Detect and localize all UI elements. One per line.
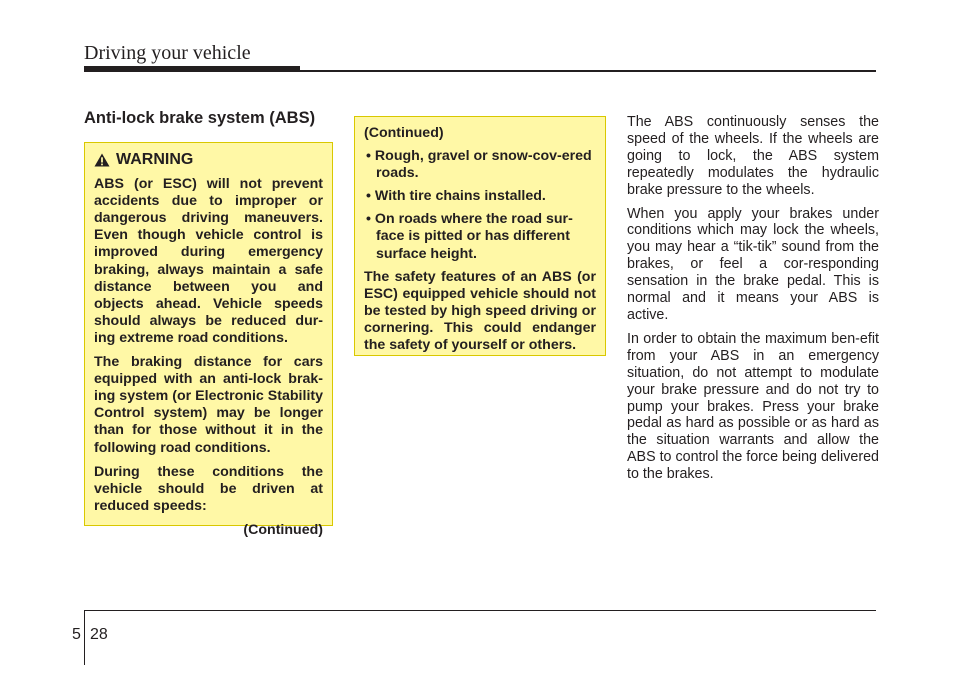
body-paragraph: The ABS continuously senses the speed of the wheels. If the wheels are going to lock, the ABS system repeatedly modulates the hydraulic brake pressure to the wheels. — [627, 114, 879, 198]
header-title: Driving your vehicle — [84, 42, 251, 64]
footer-rule — [84, 610, 876, 611]
page-number: 28 — [90, 626, 108, 643]
body-paragraph: When you apply your brakes under conditions which may lock the wheels, you may hear a “tik-tik” sound from the brakes, or feel a cor-responding sensation in the brake pedal. This is normal and it means your ABS is active. — [627, 205, 879, 323]
bullet-text: With tire chains installed. — [374, 188, 546, 205]
bullet-item: • On roads where the road sur-face is pitted or has different surface height. — [366, 211, 573, 262]
footer-divider — [84, 610, 85, 665]
warning-heading-label: WARNING — [116, 151, 194, 168]
chapter-number: 5 — [72, 626, 81, 643]
bullet-text: On roads where the road sur-face is pitted or has different surface height. — [374, 211, 573, 262]
warning-paragraph: The braking distance for cars equipped with an anti-lock brak-ing system (or Electronic Stability Control system) may be longer than for those without it in the following road conditions. — [94, 354, 323, 456]
warning-box — [84, 142, 333, 538]
section-title: Anti-lock brake system (ABS) — [84, 109, 316, 127]
warning-box-continued — [354, 116, 606, 356]
warning-heading — [94, 151, 323, 168]
warning-paragraph: During these conditions the vehicle should be driven at reduced speeds: — [94, 463, 323, 514]
warning-triangle-icon — [94, 153, 110, 167]
bullet-text: Rough, gravel or snow-cov-ered roads. — [374, 148, 592, 182]
warning-paragraph: ABS (or ESC) will not prevent accidents due to improper or dangerous driving maneuvers. Even though vehicle control is improved during emergency braking, always maintain a safe distance between you and objects ahead. Vehicle speeds should always be reduced dur-ing extreme road conditions. — [94, 176, 323, 346]
continued-label: (Continued) — [364, 125, 444, 141]
warning-paragraph: The safety features of an ABS (or ESC) equipped vehicle should not be tested by high speed driving or cornering. This could endanger the safety of yourself or others. — [364, 268, 596, 354]
body-paragraph: In order to obtain the maximum ben-efit from your ABS in an emergency situation, do not attempt to modulate your brake pressure and do not try to pump your brakes. Press your brake pedal as hard as possible or as hard as the situation warrants and allow the ABS to control the force being delivered to the brakes. — [627, 330, 879, 483]
bullet-item: • Rough, gravel or snow-cov-ered roads. — [366, 148, 592, 182]
header-accent-bar — [84, 66, 300, 72]
header-rule — [300, 70, 876, 72]
continued-label: (Continued) — [243, 521, 323, 538]
body-text-column — [627, 114, 879, 490]
bullet-item: • With tire chains installed. — [366, 188, 546, 205]
